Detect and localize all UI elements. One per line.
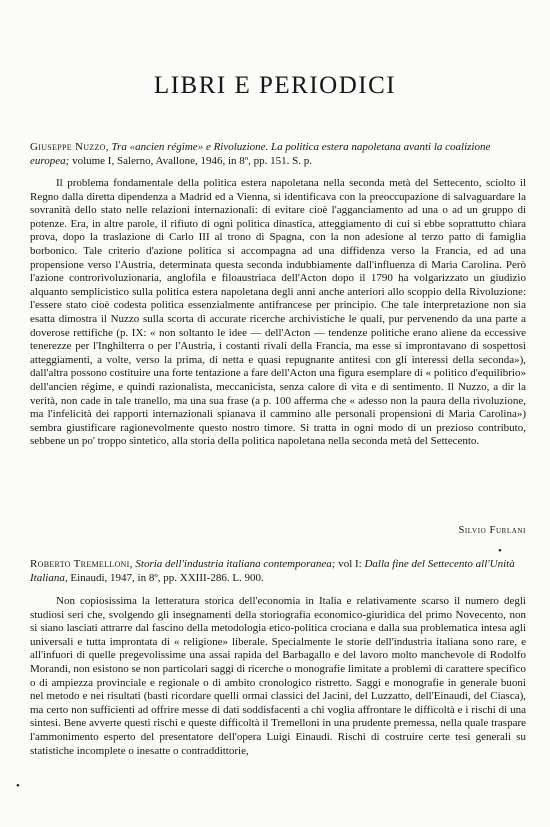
review-1-reference — [30, 141, 526, 168]
review-2-publication-b: Einaudi, 1947, in 8º, pp. XXIII-286. L. 900. — [70, 571, 264, 584]
review-2-title: Storia dell'industria italiana contemporanea; — [135, 558, 336, 570]
review-1-author: Giuseppe Nuzzo, — [30, 141, 109, 153]
review-2-author: Roberto Tremelloni, — [30, 558, 133, 570]
review-1-body: Il problema fondamentale della politica estera napoletana nella seconda metà del Settecento, sciolto il Regno dalla diretta dipendenza a Madrid ed a Vienna, si identificava con la preoccupazione di salvaguardare la sovranità dello stato nelle relazioni internazionali: di evitare cioè l'agganciamento ad una o ad un gruppo di potenze. Era, in altre parole, il rifiuto di ogni politica dinastica, atteggiamento di cui si ebbe soprattutto chiara prova, dopo la traslazione di Carlo III al trono di Spagna, con la non adesione al terzo patto di famiglia borbonico. Tale criterio d'azione politica si accompagna ad una diffidenza verso la Francia, ed ad una propensione verso l'Austria, determinata questa seconda indubbiamente dall'influenza di Maria Carolina. Però l'azione controrivoluzionaria, anglofila e filoaustriaca dell'Acton dopo il 1790 ha volgarizzato un giudizio alquanto semplicistico sulla politica estera napoletana degli anni anche anteriori allo scoppio della Rivoluzione: l'essere stato cioè codesta politica essenzialmente antifrancese per principio. Che tale interpretazione non sia esatta dimostra il Nuzzo sulla scorta di accurate ricerche archivistiche le quali, pur pervenendo da una parte a doverose rettifiche (p. IX: « non soltanto le idee — dell'Acton — tendenze politiche erano aliene da eccessive tenerezze per l'Inghilterra o per l'Austria, i costanti rivali della Francia, ma esse si improntavano di sospettosi atteggiamenti, a volte, verso la prima, di netta e quasi repugnante antitesi con gli interessi della seconda»), dall'altra possono costituire una forte tentazione a fare dell'Acton una figura esemplare di « politico d'equilibrio» dell'ancien régime, e quindi razionalista, meccanicista, senza calore di vita e di sentimento. Il Nuzzo, a dir la verità, non cade in tale tranello, ma una sua frase (a p. 100 afferma che « adesso non la paura della rivoluzione, ma l'infelicità dei rapporti internazionali spianava il cammino alle personali propensioni di Maria Carolina») sembra giustificare ragionevolmente questo nostro timore. Si tratta in ogni modo di un prezioso contributo, sebbene un po' troppo sintetico, alla storia della politica napoletana nella seconda metà del Settecento. — [30, 177, 526, 448]
page-title: LIBRI E PERIODICI — [153, 72, 397, 99]
margin-dot-mark-2: • — [16, 780, 20, 792]
review-1-publication: volume I, Salerno, Avallone, 1946, in 8º, pp. 151. S. p. — [72, 154, 313, 167]
review-2-publication-a: vol I: — [338, 558, 362, 570]
review-2-subtitle: Dalla fine del Settecento all'Unità Italiana, — [30, 558, 515, 584]
review-1-title: Tra «ancien régime» e Rivoluzione. La politica estera napoletana avanti la coalizione europea; — [30, 141, 491, 167]
review-2-body: Non copiosissima la letteratura storica dell'economia in Italia e relativamente scarso il numero degli studiosi seri che, svolgendo gli insegnamenti della storiografia economico-giuridica del primo Novecento, non si siano lasciati attrarre dal fascino della metodologia etico-politica crociana e dalla sua problematica intesa agli universali e tutta improntata di « religione» liberale. Specialmente le storie dell'industria italiana sono rare, e all'infuori di quelle pregevolissime una assai rapida del Barbagallo e del lavoro molto manchevole di Rodolfo Morandi, non esistono se non particolari saggi di ricerche o monografie limitate a problemi di carattere specifico o di ampiezza provinciale e regionale o di ambito cronologico ristretto. Saggi e monografie in generale buoni nel metodo e nei risultati (basti ricordare quelli ormai classici del Jacini, del Luzzatto, dell'Einaudi, del Ciasca), ma certo non sufficienti ad offrire messe di dati soddisfacenti a chi voglia affrontare le difficoltà e i rischi di una sintesi. Bene avverte questi rischi e queste difficoltà il Tremelloni in una prudente premessa, nella quale traspare l'ammonimento esperto del presentatore dell'opera Luigi Einaudi. Rischi di costruire certe tesi generali su statistiche incomplete o inesatte o contraddittorie, — [30, 595, 526, 757]
margin-dot-mark: • — [498, 545, 502, 557]
review-2-reference — [30, 558, 526, 585]
review-1-signature: Silvio Furlani — [458, 525, 526, 536]
